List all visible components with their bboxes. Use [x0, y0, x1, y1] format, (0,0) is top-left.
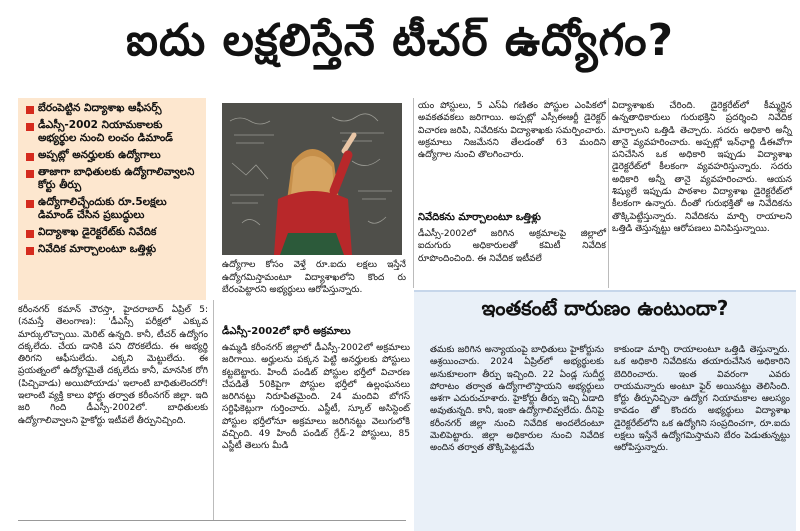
- column-divider: [608, 98, 609, 288]
- headline: ఐదు లక్షలిస్తేనే టీచర్ ఉద్యోగం?: [125, 15, 675, 66]
- article-column-2: ఉమ్మడి కరీంనగర్ జిల్లాలో డీఎస్సీ-2002లో అక్రమాలు జరిగాయి. అర్హులను పక్కన పెట్టి అనర్హులకు పోస్టులు కట్టబెట్టారు. హిందీ పండిట్ పోస్టుల భర్తీలో విచారణ చేపడితే 50కిపైగా పోస్టుల భర్తీలో ఉల్లంఘనలు జరిగినట్టు నిరూపితమైంది. 24 మందివి బోగస్ సర్టిఫికెట్లుగా గుర్తించారు. ఎస్జీటీ, స్కూల్ అసిస్టెంట్ పోస్టుల భర్తీలోనూ అక్రమాలు జరిగినట్టు వెలుగులోకి వచ్చింది. 49 హిందీ పండిట్ గ్రేడ్-2 పోస్టులు, 85 ఎస్జీటీ తెలుగు మీడి: [222, 343, 410, 452]
- highlight-text: తాజాగా బాధితులకు ఉద్యోగాలివ్వాలని కోర్టు తీర్పు: [38, 166, 195, 191]
- highlight-item: [26, 149, 201, 162]
- inset-column-1: తమకు జరిగిన అన్యాయంపై బాధితులు హైకోర్టును ఆశ్రయించారు. 2024 ఏప్రిల్‌లో అభ్యర్థులకు అనుకూలంగా తీర్పు ఇచ్చింది. 22 ఏండ్ల సుదీర్ఘ పోరాటం తర్వాత ఉద్యోగాలొస్తాయని అభ్యర్థులు ఆశగా ఎదురుచూశారు. హైకోర్టు తీర్పు ఇచ్చి ఏడాది అవుతున్నది. కానీ, ఇంకా ఉద్యోగాలివ్వలేదు. దీనిపై కరీంనగర్ జిల్లా నుంచి నివేదిక అందలేదంటూ మెలిపెట్టారు. జిల్లా అధికారుల నుంచి నివేదిక అందిన తర్వాత తొక్కిపెట్టడమే: [430, 345, 604, 454]
- highlight-text: డీఎస్సీ-2002 నియామకాలకు అభ్యర్థుల నుంచి లంచం డిమాండ్: [38, 119, 173, 144]
- column-divider: [213, 300, 214, 520]
- footer-rule: [18, 520, 406, 531]
- highlight-item: [26, 119, 201, 145]
- article-column-3-top: యం పోస్టులు, 5 ఎస్ఏ గణితం పోస్టుల ఎంపికలో అవకతవకలు జరిగాయి. అప్పట్లో ఎస్సీఈఆర్టీ డైరెక్టర్ విచారణ జరిపి, నివేదికను విద్యాశాఖకు సమర్పించారు. అక్రమాలు నిజమేనని తేలడంతో 63 మందిని ఉద్యోగాల నుంచి తొలగించారు.: [418, 101, 606, 161]
- square-bullet-icon: [26, 200, 34, 208]
- subheading-report-pressure: నివేదికను మార్చాలంటూ ఒత్తిళ్లు: [418, 212, 541, 223]
- teacher-at-blackboard-photo: [222, 103, 402, 255]
- highlights-box: [18, 98, 206, 300]
- article-column-1: కరీంనగర్ కమాన్ చౌరస్తా, హైదరాబాద్ ఏప్రిల్ 5: (నమస్తే తెలంగాణ): 'డీఎస్సీ పరీక్షలో ఎక్కువ మార్కులొచ్చాయి. మెరిట్ ఉన్నది. కానీ, టీచర్ ఉద్యోగం దక్కలేదు. చేయ డానికి పని దొరకలేదు. ఈ అభ్యర్థి తిరిగని ఆఫీసులేదు. ఎక్కని మెట్టులేదు. ఈ ప్రయత్నంలో ఉద్యోగమైతే దక్కలేదు కానీ, మానసిక రోగి (పిచ్చివాడు) అయిపోయాడు' ఇలాంటి బాధితులెందరో! ఇలాంటి వ్యక్తి కాలు ఫోర్టు తర్వాత కరీంనగర్ జిల్లా. ఇది జరి గింది డీఎస్సీ-2002లో. బాధితులకు ఉద్యోగాలివ్వాలని హైకోర్టు ఇటీవలే తీర్పునిచ్చింది.: [18, 305, 208, 426]
- highlight-item: [26, 196, 201, 222]
- article-column-3-bottom: డీఎస్సీ-2002లో జరిగిన అక్రమాలపై జిల్లాలో ఐదుగురు అధికారులతో కమిటీ నివేదిక రూపొందించింది. ఈ నివేదిక ఇటీవలే: [418, 229, 606, 264]
- highlight-item: [26, 102, 201, 115]
- square-bullet-icon: [26, 230, 34, 238]
- highlight-item: [26, 243, 201, 256]
- square-bullet-icon: [26, 170, 34, 178]
- highlight-item: [26, 226, 201, 239]
- highlight-text: నివేదిక మార్చాలంటూ ఒత్తిళ్లు: [38, 243, 157, 255]
- highlight-text: బేరంపెట్టిన విద్యాశాఖ ఆఫీసర్స్: [38, 102, 162, 114]
- sidebar-inset-box: [414, 290, 796, 531]
- subheading-dsc-irregularities: డీఎస్సీ-2002లో భారీ అక్రమాలు: [222, 326, 351, 337]
- article-column-4: విద్యాశాఖకు చేరింది. డైరెక్టరేట్‌లో కీమ్మర్లైన ఉన్నతాధికారులు గురుభక్తిని ప్రదర్శించి నివేదిక మార్చాలని ఒత్తిడి తెచ్చారు. సదరు అధికారి అన్నీ తానై వ్యవహరించారు. అప్పట్లో ఇన్‌ఛార్జి డీఈవోగా పనిచేసిన ఒక అధికారి ఇప్పుడు విద్యాశాఖ డైరెక్టరేట్‌లో కీలకంగా వ్యవహరిస్తున్నారు. సదరు అధికారి అన్నీ తానై వ్యవహరించారు. ఆయన శిష్యులే ఇప్పుడు పాఠశాల విద్యాశాఖ డైరెక్టరేట్‌లో కీలకంగా ఉన్నారు. దీంతో గురుభక్తితో ఆ నివేదికను తొక్కిపెట్టేస్తున్నారు. నివేదికను మార్చి రాయాలని ఒత్తిడి తెస్తున్నట్టు ఆరోపణలు వినిపిస్తున్నాయి.: [612, 101, 792, 234]
- highlight-text: అప్పట్లో అనర్హులకు ఉద్యోగాలు: [38, 149, 161, 161]
- square-bullet-icon: [26, 153, 34, 161]
- square-bullet-icon: [26, 247, 34, 255]
- highlight-text: విద్యాశాఖ డైరెక్టరేట్‌కు నివేదిక: [38, 226, 157, 238]
- column-divider: [413, 98, 414, 288]
- square-bullet-icon: [26, 123, 34, 131]
- square-bullet-icon: [26, 106, 34, 114]
- inset-title: ఇంతకంటే దారుణం ఉంటుందా?: [481, 296, 729, 320]
- photo-caption: ఉద్యోగాల కోసం వెళ్తే రూ.ఐదు లక్షలు ఇస్తేనే ఉద్యోగమిస్తామంటూ విద్యాశాఖలోని కొంద రు బేరంపెట్టారని అభ్యర్థులు ఆరోపిస్తున్నారు.: [222, 260, 406, 295]
- inset-column-2: కాకుండా మార్చి రాయాలంటూ ఒత్తిడి తెస్తున్నారు. ఒక అధికారి నివేదికను తయారుచేసిన అధికారిని బెదిరించారు. ఇంత వివరంగా ఎవరు రాయమన్నారు అంటూ ఫైర్ అయినట్టు తెలిసింది. కోర్టు తీర్పునిచ్చినా ఉద్యోగ నియామకాల ఆలస్యం కావడం తో కొందరు అభ్యర్థులు విద్యాశాఖ డైరెక్టరేట్‌లోని ఒక ఉద్యోగిని సంప్రదించగా, రూ.ఐదు లక్షలు ఇస్తేనే ఉద్యోగమిస్తామని బేరం పెడుతున్నట్టు ఆరోపిస్తున్నారు.: [614, 345, 790, 454]
- highlight-item: [26, 166, 201, 192]
- highlight-text: ఉద్యోగాలిచ్చేందుకు రూ.5లక్షలు డిమాండ్ చేసిన ప్రబుద్ధులు: [38, 196, 167, 221]
